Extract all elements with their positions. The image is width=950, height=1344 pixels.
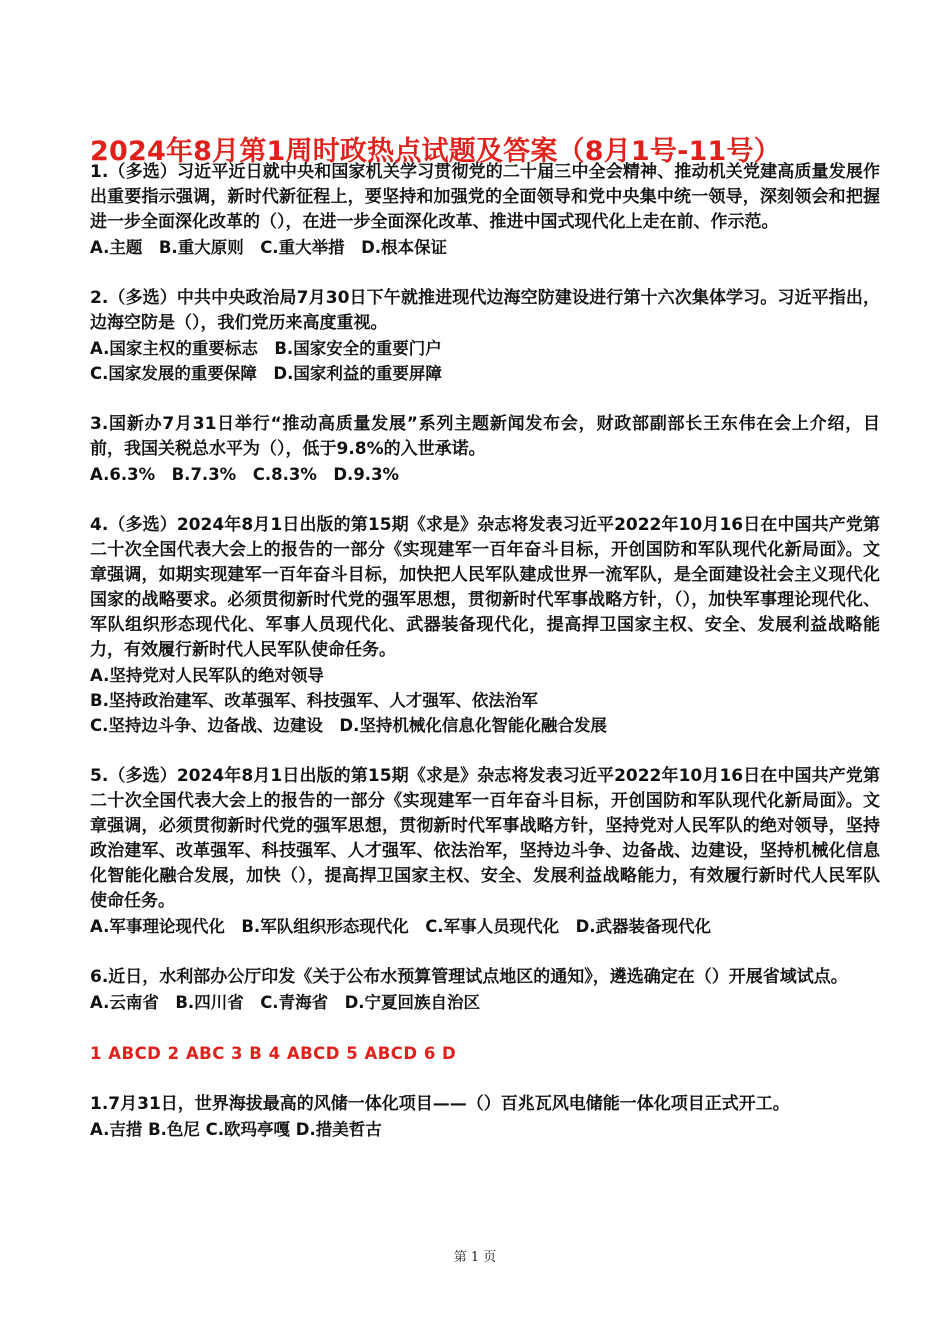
question-4 — [90, 513, 880, 738]
question-options: A.吉措 B.色尼 C.欧玛亭嘎 D.措美哲古 — [90, 1120, 382, 1139]
question-options: A.6.3% B.7.3% C.8.3% D.9.3% — [90, 465, 400, 484]
document-title: 2024年8月第1周时政热点试题及答案（8月1号-11号） — [90, 136, 781, 168]
question-options: C.坚持边斗争、边备战、边建设 D.坚持机械化信息化智能化融合发展 — [90, 716, 607, 735]
question-options: A.军事理论现代化 B.军队组织形态现代化 C.军事人员现代化 D.武器装备现代化 — [90, 917, 712, 936]
question-text: 2.（多选）中共中央政治局7月30日下午就推进现代边海空防建设进行第十六次集体学习。习近平指出，边海空防是（），我们党历来高度重视。 — [90, 288, 880, 333]
question-options: A.坚持党对人民军队的绝对领导 — [90, 666, 324, 685]
question-1 — [90, 160, 880, 260]
question-options: A.主题 B.重大原则 C.重大举措 D.根本保证 — [90, 238, 448, 257]
question-5 — [90, 764, 880, 939]
page-number: 第 1 页 — [453, 1250, 497, 1265]
document-content — [90, 160, 880, 1142]
question-options: B.坚持政治建军、改革强军、科技强军、人才强军、依法治军 — [90, 691, 538, 710]
question-6 — [90, 965, 880, 1015]
answer-key: 1 ABCD 2 ABC 3 B 4 ABCD 5 ABCD 6 D — [90, 1044, 457, 1063]
question-text: 4.（多选）2024年8月1日出版的第15期《求是》杂志将发表习近平2022年10月16日在中国共产党第二十次全国代表大会上的报告的一部分《实现建军一百年奋斗目标，开创国防和军队现代化新局面》。文章强调，如期实现建军一百年奋斗目标，加快把人民军队建成世界一流军队，是全面建设社会主义现代化国家的战略要求。必须贯彻新时代党的强军思想，贯彻新时代军事战略方针，（），加快军事理论现代化、军队组织形态现代化、军事人员现代化、武器装备现代化，提高捍卫国家主权、安全、发展利益战略能力，有效履行新时代人民军队使命任务。 — [90, 515, 880, 660]
question-options: C.国家发展的重要保障 D.国家利益的重要屏障 — [90, 364, 442, 383]
question-text: 3.国新办7月31日举行“推动高质量发展”系列主题新闻发布会，财政部副部长王东伟在会上介绍，目前，我国关税总水平为（），低于9.8%的入世承诺。 — [90, 414, 880, 459]
question-3 — [90, 412, 880, 487]
question-options: A.云南省 B.四川省 C.青海省 D.宁夏回族自治区 — [90, 993, 481, 1012]
question-2 — [90, 286, 880, 386]
question-text: 5.（多选）2024年8月1日出版的第15期《求是》杂志将发表习近平2022年10月16日在中国共产党第二十次全国代表大会上的报告的一部分《实现建军一百年奋斗目标，开创国防和军队现代化新局面》。文章强调，必须贯彻新时代党的强军思想，贯彻新时代军事战略方针，坚持党对人民军队的绝对领导，坚持政治建军、改革强军、科技强军、人才强军、依法治军，坚持边斗争、边备战、边建设，坚持机械化信息化智能化融合发展，加快（），提高捍卫国家主权、安全、发展利益战略能力，有效履行新时代人民军队使命任务。 — [90, 766, 880, 911]
question-2-1 — [90, 1092, 880, 1142]
question-text: 6.近日，水利部办公厅印发《关于公布水预算管理试点地区的通知》，遴选确定在（）开展省域试点。 — [90, 967, 848, 987]
question-options: A.国家主权的重要标志 B.国家安全的重要门户 — [90, 339, 442, 358]
question-text: 1.（多选）习近平近日就中央和国家机关学习贯彻党的二十届三中全会精神、推动机关党建高质量发展作出重要指示强调，新时代新征程上，要坚持和加强党的全面领导和党中央集中统一领导，深刻领会和把握进一步全面深化改革的（），在进一步全面深化改革、推进中国式现代化上走在前、作示范。 — [90, 162, 880, 232]
question-text: 1.7月31日，世界海拔最高的风储一体化项目——（）百兆瓦风电储能一体化项目正式开工。 — [90, 1094, 790, 1114]
